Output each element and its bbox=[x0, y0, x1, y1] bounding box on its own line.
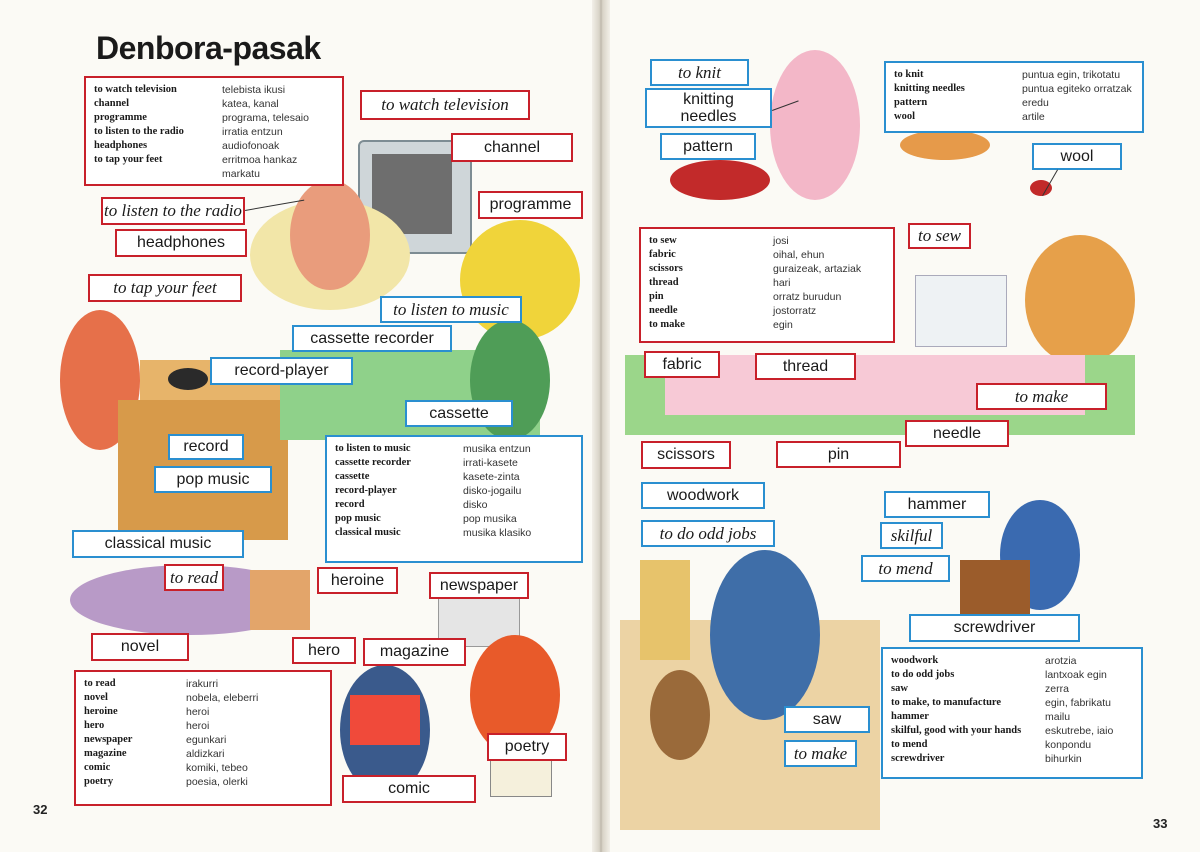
glossary-basque-term: josi bbox=[773, 235, 789, 247]
glossary-english-term: headphones bbox=[94, 140, 148, 151]
glossary-basque-term: hari bbox=[773, 277, 791, 289]
glossary-english-term: pattern bbox=[894, 97, 928, 108]
glossary-english-term: saw bbox=[891, 683, 908, 694]
glossary-row bbox=[84, 691, 322, 705]
label-saw: saw bbox=[784, 706, 870, 733]
book-gutter bbox=[592, 0, 610, 852]
glossary-english-term: to sew bbox=[649, 235, 677, 246]
glossary-row bbox=[894, 110, 1134, 124]
glossary-row bbox=[335, 470, 573, 484]
glossary-english-term: channel bbox=[94, 98, 130, 109]
glossary-english-term: heroine bbox=[84, 706, 118, 717]
glossary-row bbox=[891, 682, 1133, 696]
label-novel: novel bbox=[91, 633, 189, 661]
man-sawing-illustration bbox=[710, 550, 820, 720]
glossary-english-term: to mend bbox=[891, 739, 928, 750]
glossary-english-term: to tap your feet bbox=[94, 154, 163, 165]
label-magazine: magazine bbox=[363, 638, 466, 666]
label-fabric: fabric bbox=[644, 351, 720, 378]
label-pattern: pattern bbox=[660, 133, 756, 160]
glossary-basque-term: programa, telesaio bbox=[222, 112, 309, 124]
glossary-row bbox=[891, 724, 1133, 738]
page-number-left: 32 bbox=[33, 802, 48, 817]
glossary-english-term: cassette recorder bbox=[335, 457, 411, 468]
glossary-english-term: newspaper bbox=[84, 734, 133, 745]
glossary-basque-term: konpondu bbox=[1045, 739, 1092, 751]
glossary-english-term: to read bbox=[84, 678, 116, 689]
glossary-television bbox=[84, 76, 344, 186]
glossary-row bbox=[649, 318, 885, 332]
glossary-english-term: pin bbox=[649, 291, 664, 302]
glossary-english-term: programme bbox=[94, 112, 147, 123]
label-to-read: to read bbox=[164, 564, 224, 591]
glossary-row bbox=[335, 526, 573, 540]
label-heroine: heroine bbox=[317, 567, 398, 594]
label-record-player: record-player bbox=[210, 357, 353, 385]
glossary-basque-term: irrati-kasete bbox=[463, 457, 518, 469]
label-to-sew: to sew bbox=[908, 223, 971, 249]
label-channel: channel bbox=[451, 133, 573, 162]
glossary-english-term: to do odd jobs bbox=[891, 669, 955, 680]
glossary-basque-term: nobela, eleberri bbox=[186, 692, 259, 704]
glossary-basque-term: heroi bbox=[186, 706, 210, 718]
glossary-english-term: hero bbox=[84, 720, 105, 731]
glossary-basque-term: puntua egin, trikotatu bbox=[1022, 69, 1121, 81]
label-tap-feet: to tap your feet bbox=[88, 274, 242, 302]
label-watch-television: to watch television bbox=[360, 90, 530, 120]
glossary-basque-term: egin bbox=[773, 319, 793, 331]
glossary-row bbox=[94, 167, 334, 181]
glossary-row bbox=[894, 96, 1134, 110]
glossary-english-term: knitting needles bbox=[894, 83, 965, 94]
glossary-english-term: cassette bbox=[335, 471, 370, 482]
glossary-row bbox=[335, 498, 573, 512]
glossary-english-term: magazine bbox=[84, 748, 127, 759]
glossary-english-term: to listen to the radio bbox=[94, 126, 184, 137]
glossary-row bbox=[94, 111, 334, 125]
glossary-basque-term: jostorratz bbox=[773, 305, 817, 317]
glossary-basque-term: musika klasiko bbox=[463, 527, 532, 539]
glossary-basque-term: eredu bbox=[1022, 97, 1049, 109]
glossary-basque-term: irakurri bbox=[186, 678, 219, 690]
glossary-basque-term: kasete-zinta bbox=[463, 471, 520, 483]
glossary-basque-term: heroi bbox=[186, 720, 210, 732]
glossary-basque-term: lantxoak egin bbox=[1045, 669, 1107, 681]
label-knitting-needles: knitting needles bbox=[645, 88, 772, 128]
novel-book-illustration bbox=[250, 570, 310, 630]
glossary-row bbox=[335, 484, 573, 498]
glossary-english-term: novel bbox=[84, 692, 108, 703]
glossary-basque-term: egunkari bbox=[186, 734, 227, 746]
glossary-basque-term: aldizkari bbox=[186, 748, 225, 760]
glossary-row bbox=[891, 696, 1133, 710]
woman-sewing-illustration bbox=[1025, 235, 1135, 365]
glossary-basque-term: artile bbox=[1022, 111, 1045, 123]
label-skilful: skilful bbox=[880, 522, 943, 549]
wooden-sticks-illustration bbox=[640, 560, 690, 660]
glossary-basque-term: pop musika bbox=[463, 513, 517, 525]
glossary-english-term: poetry bbox=[84, 776, 114, 787]
cat-illustration bbox=[900, 130, 990, 160]
glossary-row bbox=[94, 97, 334, 111]
glossary-english-term: skilful, good with your hands bbox=[891, 725, 1022, 736]
man-headphones-illustration bbox=[290, 180, 370, 290]
glossary-row bbox=[84, 677, 322, 691]
label-cassette: cassette bbox=[405, 400, 513, 427]
label-listen-radio: to listen to the radio bbox=[101, 197, 245, 225]
label-record: record bbox=[168, 434, 244, 460]
glossary-english-term: needle bbox=[649, 305, 678, 316]
glossary-basque-term: puntua egiteko orratzak bbox=[1022, 83, 1132, 95]
glossary-basque-term: audiofonoak bbox=[222, 140, 280, 152]
glossary-basque-term: mailu bbox=[1045, 711, 1071, 723]
glossary-row bbox=[649, 276, 885, 290]
comic-book-illustration bbox=[350, 695, 420, 745]
label-odd-jobs: to do odd jobs bbox=[641, 520, 775, 547]
vinyl-record-illustration bbox=[168, 368, 208, 390]
glossary-english-term: record bbox=[335, 499, 365, 510]
glossary-row bbox=[894, 68, 1134, 82]
label-cassette-recorder: cassette recorder bbox=[292, 325, 452, 352]
wool-balls-illustration bbox=[670, 160, 770, 200]
glossary-english-term: scissors bbox=[649, 263, 683, 274]
dog-illustration bbox=[650, 670, 710, 760]
glossary-woodwork bbox=[881, 647, 1143, 779]
glossary-row bbox=[84, 705, 322, 719]
label-scissors: scissors bbox=[641, 441, 731, 469]
glossary-row bbox=[649, 290, 885, 304]
glossary-english-term: classical music bbox=[335, 527, 401, 538]
label-poetry: poetry bbox=[487, 733, 567, 761]
glossary-row bbox=[335, 442, 573, 456]
glossary-basque-term: zerra bbox=[1045, 683, 1069, 695]
glossary-row bbox=[649, 248, 885, 262]
label-hero: hero bbox=[292, 637, 356, 664]
glossary-row bbox=[891, 738, 1133, 752]
glossary-basque-term: bihurkin bbox=[1045, 753, 1082, 765]
sewing-machine-illustration bbox=[915, 275, 1007, 347]
glossary-row bbox=[84, 733, 322, 747]
glossary-basque-term: egin, fabrikatu bbox=[1045, 697, 1111, 709]
glossary-english-term: screwdriver bbox=[891, 753, 945, 764]
label-headphones: headphones bbox=[115, 229, 247, 257]
glossary-sewing bbox=[639, 227, 895, 343]
label-thread: thread bbox=[755, 353, 856, 380]
glossary-english-term bbox=[94, 167, 222, 181]
label-pin: pin bbox=[776, 441, 901, 468]
label-comic: comic bbox=[342, 775, 476, 803]
glossary-basque-term: musika entzun bbox=[463, 443, 531, 455]
label-classical-music: classical music bbox=[72, 530, 244, 558]
glossary-basque-term: erritmoa hankaz bbox=[222, 154, 298, 166]
page-title: Denbora-pasak bbox=[96, 30, 321, 66]
page-number-right: 33 bbox=[1153, 816, 1168, 831]
label-wool: wool bbox=[1032, 143, 1122, 170]
glossary-basque-term: guraizeak, artaziak bbox=[773, 263, 862, 275]
glossary-basque-term: orratz burudun bbox=[773, 291, 842, 303]
poetry-book-illustration bbox=[490, 755, 552, 797]
glossary-english-term: pop music bbox=[335, 513, 381, 524]
label-woodwork: woodwork bbox=[641, 482, 765, 509]
glossary-english-term: fabric bbox=[649, 249, 676, 260]
glossary-row bbox=[649, 304, 885, 318]
label-programme: programme bbox=[478, 191, 583, 219]
glossary-english-term: to listen to music bbox=[335, 443, 411, 454]
label-listen-music: to listen to music bbox=[380, 296, 522, 323]
glossary-basque-term: oihal, ehun bbox=[773, 249, 825, 261]
label-to-knit: to knit bbox=[650, 59, 749, 86]
glossary-row bbox=[649, 262, 885, 276]
glossary-row bbox=[891, 654, 1133, 668]
glossary-english-term: hammer bbox=[891, 711, 929, 722]
label-to-mend: to mend bbox=[861, 555, 950, 582]
glossary-row bbox=[891, 710, 1133, 724]
glossary-row bbox=[335, 512, 573, 526]
glossary-english-term: thread bbox=[649, 277, 679, 288]
glossary-basque-term: eskutrebe, iaio bbox=[1045, 725, 1114, 737]
glossary-row bbox=[894, 82, 1134, 96]
glossary-basque-term: disko-jogailu bbox=[463, 485, 522, 497]
glossary-row bbox=[94, 139, 334, 153]
glossary-english-term: wool bbox=[894, 111, 915, 122]
label-pop-music: pop music bbox=[154, 466, 272, 493]
glossary-basque-term: katea, kanal bbox=[222, 98, 279, 110]
woman-knitting-illustration bbox=[770, 50, 860, 200]
glossary-reading bbox=[74, 670, 332, 806]
glossary-knitting bbox=[884, 61, 1144, 133]
glossary-english-term: to make bbox=[649, 319, 685, 330]
glossary-music bbox=[325, 435, 583, 563]
glossary-row bbox=[649, 234, 885, 248]
glossary-row bbox=[84, 747, 322, 761]
label-screwdriver: screwdriver bbox=[909, 614, 1080, 642]
label-to-make-woodwork: to make bbox=[784, 740, 857, 767]
label-to-make: to make bbox=[976, 383, 1107, 410]
glossary-row bbox=[84, 719, 322, 733]
glossary-basque-term: poesia, olerki bbox=[186, 776, 248, 788]
glossary-english-term: to watch television bbox=[94, 84, 177, 95]
glossary-basque-term: disko bbox=[463, 499, 488, 511]
glossary-basque-term: telebista ikusi bbox=[222, 84, 286, 96]
glossary-row bbox=[84, 761, 322, 775]
glossary-english-term: record-player bbox=[335, 485, 397, 496]
label-needle: needle bbox=[905, 420, 1009, 447]
glossary-basque-term: markatu bbox=[222, 168, 260, 180]
glossary-english-term: woodwork bbox=[891, 655, 939, 666]
label-hammer: hammer bbox=[884, 491, 990, 518]
label-newspaper: newspaper bbox=[429, 572, 529, 599]
wooden-chair-illustration bbox=[960, 560, 1030, 620]
glossary-basque-term: arotzia bbox=[1045, 655, 1077, 667]
glossary-row bbox=[94, 153, 334, 167]
glossary-english-term: comic bbox=[84, 762, 111, 773]
glossary-row bbox=[335, 456, 573, 470]
glossary-basque-term: komiki, tebeo bbox=[186, 762, 248, 774]
glossary-row bbox=[891, 752, 1133, 766]
glossary-english-term: to knit bbox=[894, 69, 924, 80]
glossary-row bbox=[84, 775, 322, 789]
glossary-row bbox=[891, 668, 1133, 682]
glossary-english-term: to make, to manufacture bbox=[891, 697, 1002, 708]
glossary-row bbox=[94, 125, 334, 139]
glossary-basque-term: irratia entzun bbox=[222, 126, 283, 138]
glossary-row bbox=[94, 83, 334, 97]
